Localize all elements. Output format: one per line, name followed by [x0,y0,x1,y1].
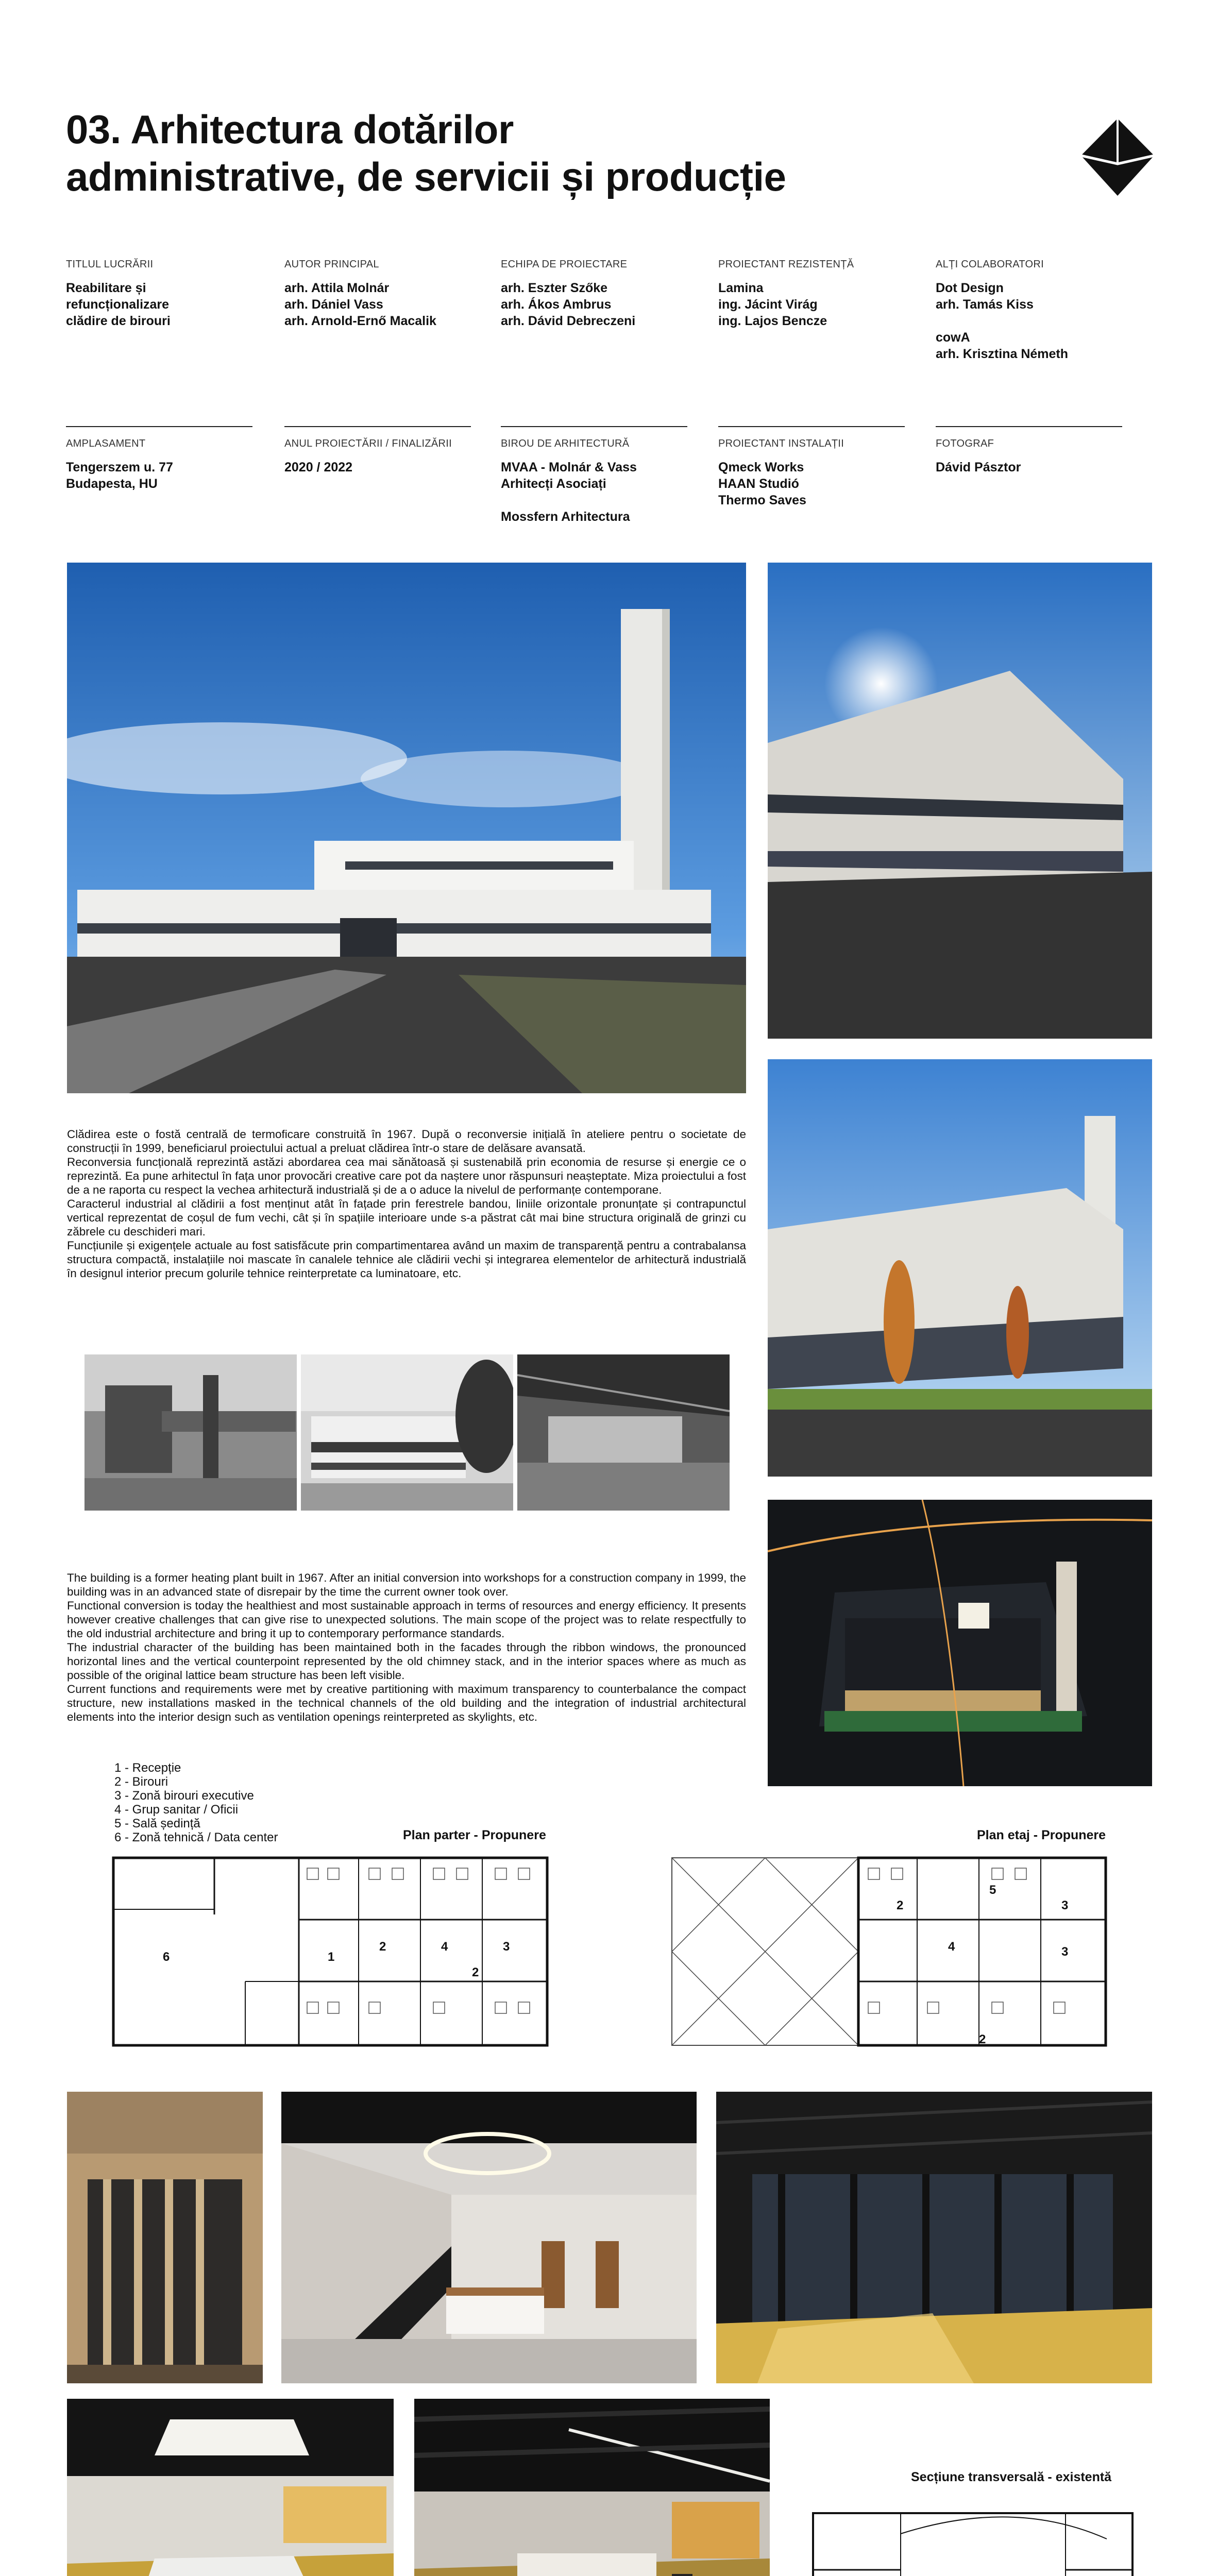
interior-photo-meeting-room [67,2399,394,2576]
exterior-photo-trees [768,1059,1152,1477]
historic-photo-1 [84,1354,297,1511]
meta-divider [718,426,905,427]
meta-divider [936,426,1122,427]
upper-label-3b: 3 [1061,1945,1069,1959]
ground-plan-title: Plan parter - Propunere [403,1828,546,1842]
meta-years: ANUL PROIECTĂRII / FINALIZĂRII 2020 / 2022 [284,438,452,474]
upper-label-5: 5 [989,1883,996,1897]
interior-photo-facade-wood [67,2092,263,2383]
cross-section-drawing [798,2493,1153,2576]
exterior-photo-night [768,1500,1152,1786]
interior-photo-glass-hall [716,2092,1152,2383]
upper-floor-plan [670,1853,1108,2048]
exterior-photo-main [67,563,746,1093]
meta-collaborators: ALȚI COLABORATORI Dot Design arh. Tamás Kiss cowA arh. Krisztina Németh [936,259,1069,361]
title-line-1: 03. Arhitectura dotărilor [66,107,514,152]
historic-photo-3 [517,1354,730,1511]
description-ro: Clădirea este o fostă centrală de termoficare construită în 1967. După o reconversie inițială în ateliere pentru o societate de construcții în 1999, beneficiarul proiectului actual a preluat clădirea într-o stare de delăsare avansată. Reconversia funcțională reprezintă astăzi abordarea cea mai sănătoasă și sustenabilă prin economia de resurse și energie ce o reprezintă. Ea pune arhitectul în fața unor provocări creative care pot da naștere unor răspunsuri neașteptate. Miza proiectului a fost de a ne raporta cu respect la vechea arhitectură industrială și de a o aduce la nivelul de performanțe contemporane. Caracterul industrial al clădirii a fost menținut atât în fațade prin ferestrele bandou, liniile orizontale pronunțate și contrapunctul vertical reprezentat de coșul de fum vechi, cât și în spațiile interioare unde s-a păstrat cât mai bine structura originală de grinzi cu zăbrele cu deschideri mari. Funcțiunile și exigențele actuale au fost satisfăcute prin compartimentarea având un maxim de transparență pentru a contrabalansa structura compactă, instalațiile noi mascate în canalele tehnice ale clădirii vechi și integrarea elementelor de arhitectură industrială în designul interior precum golurile tehnice reinterpretate ca luminatoare, etc. [67,1128,746,1280]
page-title [66,106,942,200]
ground-label-2: 2 [379,1940,386,1954]
meta-author: AUTOR PRINCIPAL arh. Attila Molnár arh. Dániel Vass arh. Arnold-Ernő Macalik [284,259,436,328]
title-line-2: administrative, de servicii și producție [66,154,786,199]
ground-floor-plan [111,1853,549,2048]
ground-label-4: 4 [441,1940,448,1954]
meta-divider [501,426,687,427]
ground-label-1: 1 [328,1950,335,1964]
upper-label-4: 4 [948,1940,955,1954]
interior-photo-lobby [281,2092,697,2383]
meta-installations: PROIECTANT INSTALAȚII Qmeck Works HAAN Studió Thermo Saves [718,438,844,507]
batra-diamond-logo-icon [1081,118,1154,196]
meta-divider [284,426,471,427]
meta-divider [66,426,252,427]
plan-legend: 1 - Recepție 2 - Birouri 3 - Zonă birouri executive 4 - Grup sanitar / Oficii 5 - Sală ședință 6 - Zonă tehnică / Data center [114,1761,278,1844]
description-en: The building is a former heating plant built in 1967. After an initial conversion into workshops for a construction company in 1999, the building was in an advanced state of disrepair by the time the current owner took over. Functional conversion is today the healthiest and most sustainable approach in terms of resources and energy efficiency. It presents however creative challenges that can give rise to unexpected solutions. The main scope of the project was to relate respectfully to the old industrial architecture and bring it up to contemporary performance standards. The industrial character of the building has been maintained both in the facades through the ribbon windows, the pronounced horizontal lines and the vertical counterpoint represented by the old chimney stack, and in the interior spaces where as much as possible of the original lattice beam structure has been left visible. Current functions and requirements were met by creative partitioning with maximum transparency to counterbalance the compact structure, new installations masked in the technical channels of the old building and the integration of industrial architectural elements into the interior design such as ventilation openings reinterpreted as skylights, etc. [67,1571,746,1723]
interior-photo-open-office [414,2399,770,2576]
section-title: Secțiune transversală - existentă [911,2470,1112,2484]
ground-label-6: 6 [163,1950,170,1964]
meta-office: BIROU DE ARHITECTURĂ MVAA - Molnár & Vass Arhitecți Asociați Mossfern Arhitectura [501,438,637,524]
meta-location: AMPLASAMENT Tengerszem u. 77 Budapesta, HU [66,438,173,491]
meta-title: TITLUL LUCRĂRII Reabilitare și refuncționalizare clădire de birouri [66,259,171,328]
upper-plan-title: Plan etaj - Propunere [977,1828,1106,1842]
upper-label-2: 2 [897,1899,904,1912]
historic-photo-2 [301,1354,513,1511]
upper-label-3: 3 [1061,1899,1069,1912]
exterior-photo-sun [768,563,1152,1039]
meta-photographer: FOTOGRAF Dávid Pásztor [936,438,1021,474]
upper-label-2b: 2 [979,2032,986,2046]
meta-design-team: ECHIPA DE PROIECTARE arh. Eszter Szőke arh. Ákos Ambrus arh. Dávid Debreczeni [501,259,636,328]
meta-structural: PROIECTANT REZISTENȚĂ Lamina ing. Jácint Virág ing. Lajos Bencze [718,259,854,328]
ground-label-2b: 2 [472,1965,479,1979]
ground-label-3: 3 [503,1940,510,1954]
